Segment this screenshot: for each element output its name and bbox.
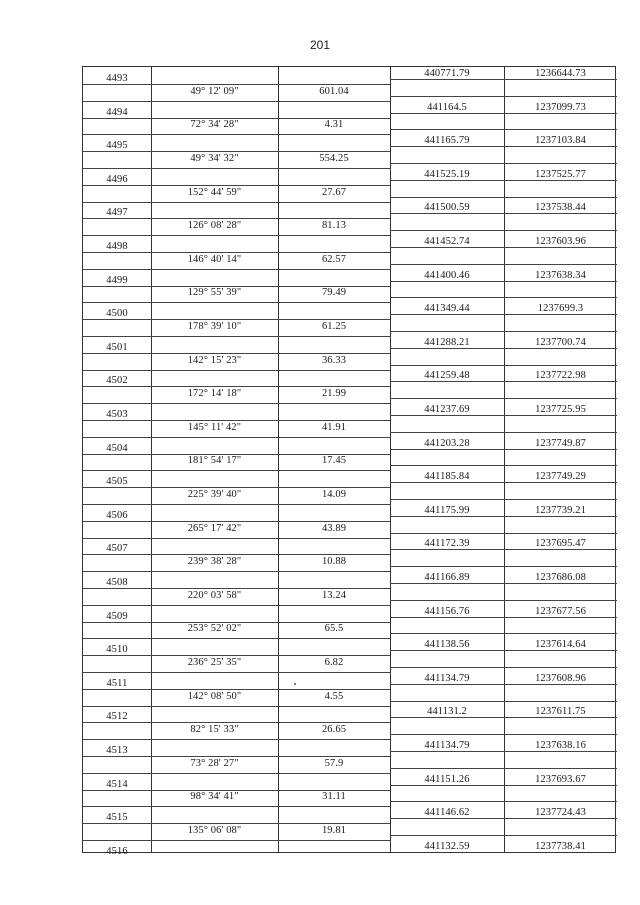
point-y: 1237749.29 — [535, 471, 586, 483]
page-number: 201 — [309, 38, 331, 52]
segment-distance: 601.04 — [319, 85, 349, 97]
row-rule — [390, 835, 617, 836]
row-rule — [390, 213, 617, 214]
row-rule — [83, 470, 390, 471]
row-rule — [390, 482, 617, 483]
segment-distance: 6.82 — [324, 657, 344, 668]
segment-angle: 73° 28' 27" — [190, 757, 239, 769]
point-y: 1237099.73 — [535, 101, 586, 113]
row-rule — [83, 504, 390, 505]
segment-angle: 142° 08' 50" — [187, 690, 242, 702]
row-rule — [390, 818, 617, 819]
point-id: 4499 — [106, 274, 128, 286]
row-rule — [390, 79, 617, 80]
row-rule — [390, 465, 617, 466]
point-id: 4510 — [106, 644, 128, 656]
point-y: 1237638.16 — [535, 740, 586, 751]
point-x: 441132.59 — [424, 840, 470, 852]
segment-angle: 98° 34' 41" — [190, 791, 239, 803]
row-rule — [83, 840, 390, 841]
row-rule — [83, 269, 390, 270]
segment-angle: 225° 39' 40" — [187, 489, 242, 500]
segment-distance: 62.57 — [321, 253, 347, 265]
point-x: 441131.2 — [427, 706, 467, 718]
row-rule — [390, 717, 617, 718]
point-id: 4500 — [106, 308, 128, 320]
row-rule — [390, 549, 617, 550]
row-rule — [83, 403, 390, 404]
row-rule — [390, 801, 617, 802]
row-rule — [390, 566, 617, 567]
row-rule — [390, 113, 617, 114]
segment-distance: 4.31 — [324, 119, 344, 131]
point-id: 4498 — [106, 241, 128, 252]
point-y: 1237699.3 — [537, 303, 584, 315]
row-rule — [390, 365, 617, 366]
row-rule — [390, 432, 617, 433]
point-x: 441134.79 — [424, 740, 470, 751]
segment-angle: 172° 14' 18" — [187, 388, 242, 400]
row-rule — [390, 449, 617, 450]
segment-angle: 181° 54' 17" — [187, 455, 242, 467]
segment-distance: 57.9 — [324, 757, 344, 769]
point-id: 4503 — [106, 409, 128, 420]
point-x: 440771.79 — [424, 68, 470, 79]
point-y: 1237603.96 — [535, 236, 586, 247]
row-rule — [390, 381, 617, 382]
row-rule — [390, 415, 617, 416]
row-rule — [83, 370, 390, 371]
row-rule — [83, 134, 390, 135]
row-rule — [83, 302, 390, 303]
row-rule — [83, 638, 390, 639]
point-x: 441134.79 — [424, 672, 470, 684]
row-rule — [390, 230, 617, 231]
segment-angle: 145° 11' 42" — [187, 421, 242, 433]
point-id: 4494 — [106, 106, 128, 118]
row-rule — [83, 773, 390, 774]
row-rule — [390, 180, 617, 181]
point-x: 441164.5 — [427, 101, 467, 113]
segment-distance: 26.65 — [321, 724, 347, 736]
segment-angle: 236° 25' 35" — [187, 657, 242, 668]
segment-distance: 14.09 — [321, 489, 347, 500]
point-id: 4502 — [106, 375, 128, 387]
row-rule — [390, 768, 617, 769]
row-rule — [390, 146, 617, 147]
scan-speck — [294, 683, 296, 685]
row-rule — [390, 583, 617, 584]
point-y: 1237686.08 — [535, 572, 586, 583]
segment-distance: 43.89 — [321, 522, 347, 534]
point-x: 441400.46 — [424, 269, 470, 281]
point-id: 4515 — [106, 812, 128, 824]
segment-angle: 72° 34' 28" — [190, 119, 239, 131]
row-rule — [390, 264, 617, 265]
point-x: 441452.74 — [424, 236, 470, 247]
point-id: 4513 — [106, 745, 128, 756]
point-id: 4511 — [106, 677, 128, 689]
row-rule — [83, 437, 390, 438]
row-rule — [390, 533, 617, 534]
point-x: 441237.69 — [424, 404, 470, 415]
point-y: 1237693.67 — [535, 773, 586, 785]
segment-angle: 82° 15' 33" — [190, 724, 239, 736]
row-rule — [390, 96, 617, 97]
segment-angle: 265° 17' 42" — [187, 522, 242, 534]
segment-angle: 253° 52' 02" — [187, 623, 242, 635]
point-y: 1237738.41 — [535, 840, 586, 852]
point-y: 1237739.21 — [535, 504, 586, 516]
row-rule — [83, 739, 390, 740]
point-y: 1237725.95 — [535, 404, 586, 415]
segment-distance: 554.25 — [319, 153, 349, 164]
row-rule — [390, 516, 617, 517]
point-id: 4512 — [106, 711, 128, 723]
segment-distance: 36.33 — [321, 354, 347, 366]
row-rule — [390, 617, 617, 618]
point-id: 4507 — [106, 543, 128, 555]
row-rule — [83, 202, 390, 203]
row-rule — [83, 538, 390, 539]
point-id: 4493 — [106, 73, 128, 84]
segment-angle: 220° 03' 58" — [187, 589, 242, 601]
segment-angle: 129° 55' 39" — [187, 287, 242, 299]
row-rule — [83, 571, 390, 572]
row-rule — [390, 348, 617, 349]
segment-angle: 126° 08' 28" — [187, 220, 242, 232]
segment-distance: 27.67 — [321, 186, 347, 198]
point-x: 441175.99 — [424, 504, 470, 516]
row-rule — [83, 605, 390, 606]
segment-distance: 10.88 — [321, 556, 347, 568]
segment-angle: 49° 12' 09" — [190, 85, 239, 97]
point-id: 4496 — [106, 173, 128, 185]
segment-distance: 17.45 — [321, 455, 347, 467]
segment-angle: 49° 34' 32" — [190, 153, 239, 164]
point-x: 441185.84 — [424, 471, 470, 483]
point-id: 4516 — [106, 845, 128, 857]
row-rule — [390, 633, 617, 634]
point-y: 1237611.75 — [535, 706, 586, 718]
point-y: 1237722.98 — [535, 370, 586, 382]
point-x: 441172.39 — [424, 538, 470, 550]
point-x: 441500.59 — [424, 202, 470, 214]
row-rule — [390, 734, 617, 735]
row-rule — [390, 785, 617, 786]
point-id: 4514 — [106, 778, 128, 790]
point-y: 1237538.44 — [535, 202, 586, 214]
point-x: 441166.89 — [424, 572, 470, 583]
segment-distance: 4.55 — [324, 690, 344, 702]
point-y: 1237749.87 — [535, 437, 586, 449]
row-rule — [390, 314, 617, 315]
segment-distance: 31.11 — [322, 791, 346, 803]
segment-distance: 19.81 — [321, 825, 347, 836]
point-x: 441259.48 — [424, 370, 470, 382]
point-y: 1237677.56 — [535, 605, 586, 617]
row-rule — [390, 398, 617, 399]
point-x: 441349.44 — [424, 303, 470, 315]
row-rule — [83, 336, 390, 337]
row-rule — [390, 650, 617, 651]
point-x: 441156.76 — [424, 605, 470, 617]
point-x: 441203.28 — [424, 437, 470, 449]
row-rule — [390, 701, 617, 702]
segment-distance: 21.99 — [321, 388, 347, 400]
point-id: 4509 — [106, 610, 128, 622]
point-y: 1237638.34 — [535, 269, 586, 281]
point-id: 4497 — [106, 207, 128, 219]
segment-angle: 239° 38' 28" — [187, 556, 242, 568]
point-y: 1237608.96 — [535, 672, 586, 684]
row-rule — [390, 684, 617, 685]
point-x: 441138.56 — [424, 639, 470, 651]
row-rule — [390, 163, 617, 164]
row-rule — [390, 331, 617, 332]
row-rule — [390, 281, 617, 282]
point-x: 441146.62 — [424, 807, 470, 819]
coordinates-table — [82, 66, 616, 857]
segment-distance: 61.25 — [321, 321, 347, 332]
row-rule — [390, 247, 617, 248]
point-x: 441525.19 — [424, 168, 470, 180]
row-rule — [390, 751, 617, 752]
row-rule — [390, 667, 617, 668]
segment-angle: 142° 15' 23" — [187, 354, 242, 366]
segment-distance: 81.13 — [321, 220, 347, 232]
point-id: 4501 — [106, 341, 128, 353]
segment-distance: 79.49 — [321, 287, 347, 299]
row-rule — [390, 297, 617, 298]
point-y: 1236644.73 — [535, 68, 586, 79]
row-rule — [83, 706, 390, 707]
row-rule — [83, 101, 390, 102]
segment-angle: 146° 40' 14" — [187, 253, 242, 265]
point-y: 1237103.84 — [535, 135, 586, 147]
row-rule — [83, 235, 390, 236]
point-y: 1237724.43 — [535, 807, 586, 819]
row-rule — [390, 600, 617, 601]
row-rule — [83, 168, 390, 169]
segment-angle: 152° 44' 59" — [187, 186, 242, 198]
point-y: 1237614.64 — [535, 639, 586, 651]
point-y: 1237525.77 — [535, 168, 586, 180]
row-rule — [83, 806, 390, 807]
point-id: 4505 — [106, 476, 128, 488]
segment-angle: 178° 39' 10" — [187, 321, 242, 332]
segment-distance: 65.5 — [324, 623, 344, 635]
point-id: 4495 — [106, 140, 128, 152]
point-id: 4506 — [106, 509, 128, 521]
point-x: 441288.21 — [424, 336, 470, 348]
point-y: 1237700.74 — [535, 336, 586, 348]
segment-distance: 13.24 — [321, 589, 347, 601]
row-rule — [390, 197, 617, 198]
point-x: 441165.79 — [424, 135, 470, 147]
segment-angle: 135° 06' 08" — [187, 825, 242, 836]
row-rule — [390, 129, 617, 130]
segment-distance: 41.91 — [321, 421, 347, 433]
point-id: 4504 — [106, 442, 128, 454]
row-rule — [390, 499, 617, 500]
row-rule — [83, 672, 390, 673]
point-x: 441151.26 — [424, 773, 470, 785]
point-y: 1237695.47 — [535, 538, 586, 550]
point-id: 4508 — [106, 577, 128, 588]
